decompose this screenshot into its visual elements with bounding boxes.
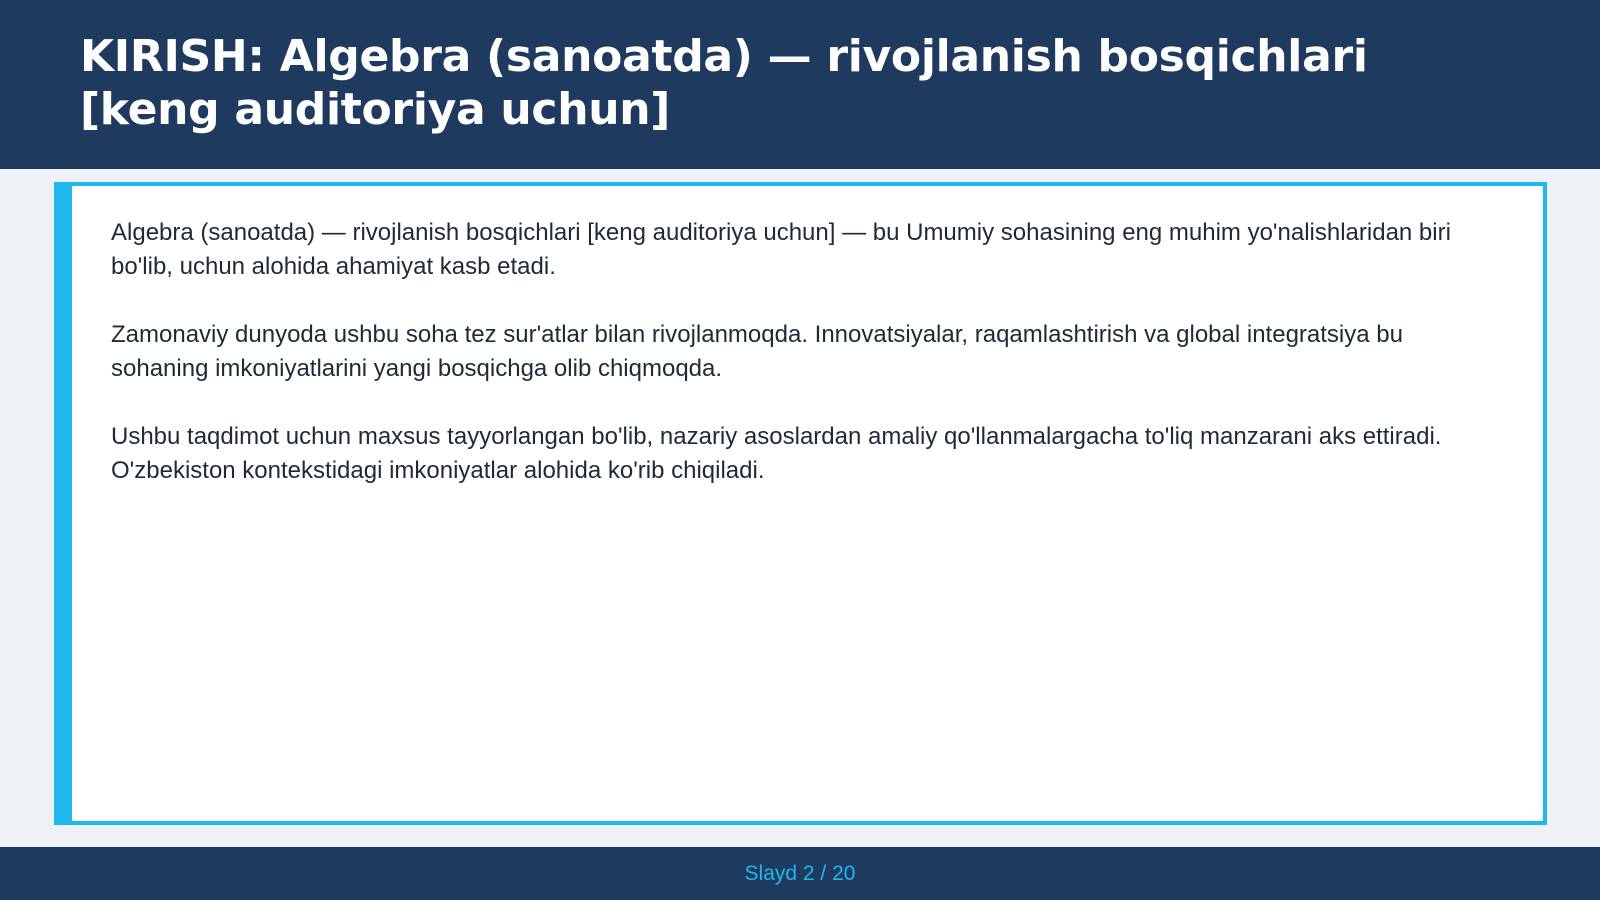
slide-footer [0,847,1600,900]
slide-title: KIRISH: Algebra (sanoatda) — rivojlanish bosqichlari [keng auditoriya uchun] [80,31,1368,135]
purpose-paragraph: Ushbu taqdimot uchun maxsus tayyorlangan bo'lib, nazariy asoslardan amaliy qo'llanmalargacha to'liq manzarani aks ettiradi. O'zbekiston kontekstidagi imkoniyatlar alohida ko'rib chiqiladi. [111,423,1442,484]
intro-paragraph: Algebra (sanoatda) — rivojlanish bosqichlari [keng auditoriya uchun] — bu Umumiy sohasining eng muhim yo'nalishlaridan biri bo'lib, uchun alohida ahamiyat kasb etadi. [111,219,1451,280]
content-card [54,182,1547,825]
content-body [111,216,1506,522]
context-paragraph: Zamonaviy dunyoda ushbu soha tez sur'atlar bilan rivojlanmoqda. Innovatsiyalar, raqamlashtirish va global integratsiya bu sohaning imkoniyatlarini yangi bosqichga olib chiqmoqda. [111,321,1403,382]
slide-header [0,0,1600,169]
slide-counter: Slayd 2 / 20 [744,861,856,885]
